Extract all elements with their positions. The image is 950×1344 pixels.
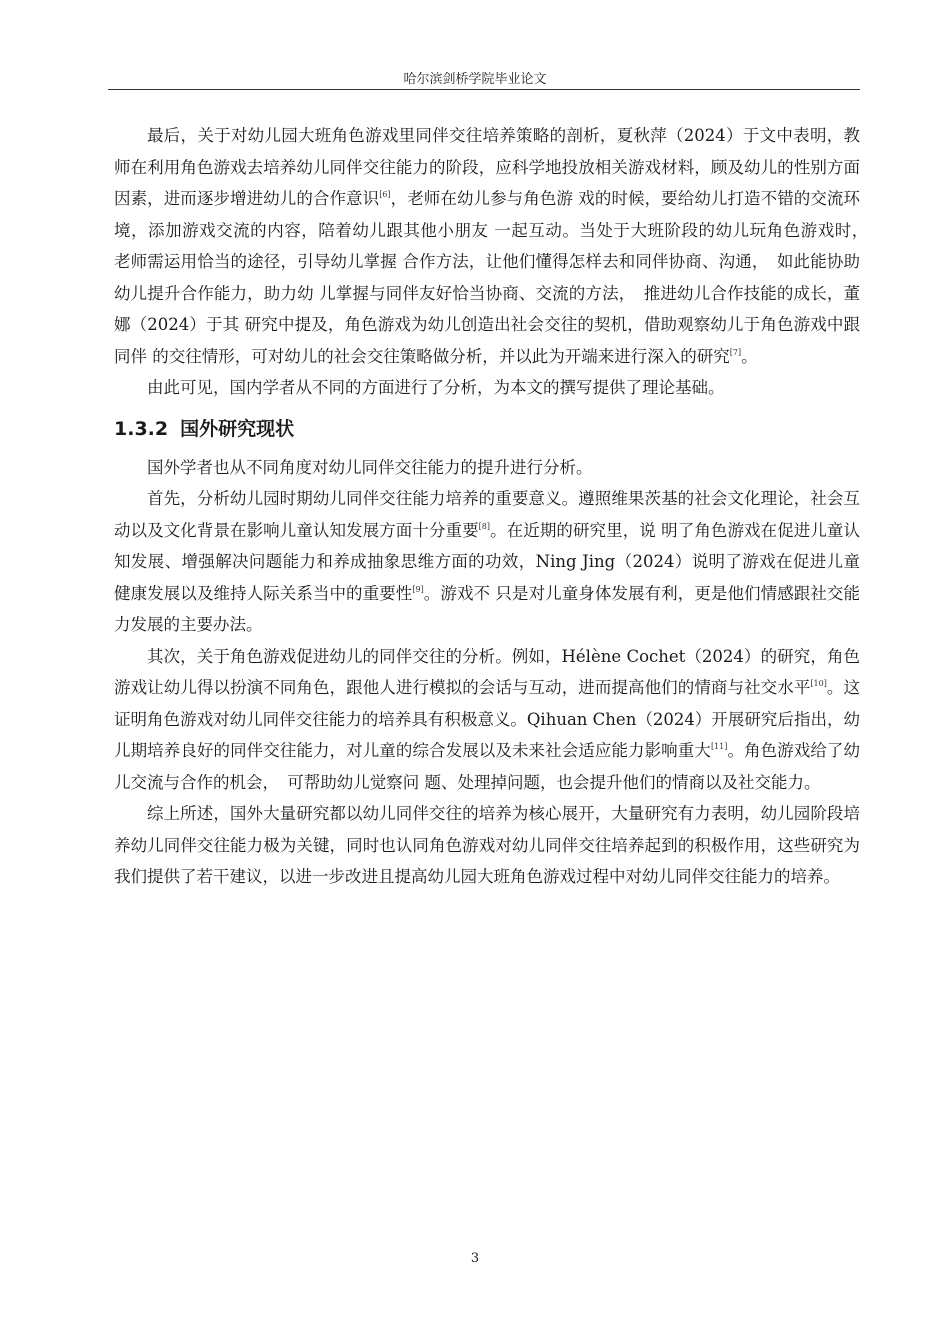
section-title: 国外研究现状	[180, 417, 295, 440]
paragraph-text: 。角色游戏给了幼儿交流与合作的机会， 可帮助幼儿觉察问 题、处理掉问题，也会提升他们的情商以及社交能力。	[114, 741, 861, 792]
section-heading	[114, 412, 860, 446]
foreign-review-block	[114, 452, 860, 893]
header-rule	[108, 89, 860, 90]
citation-ref: [9]	[412, 584, 424, 594]
body-paragraph	[114, 641, 860, 799]
paragraph-text: 由此可见，国内学者从不同的方面进行了分析，为本文的撰写提供了理论基础。	[147, 378, 725, 397]
page-body	[114, 120, 877, 893]
paragraph-text: 。在近期的研究里，说 明了角色游戏在促进儿童认知发展、增强解决问题能力和养成抽象思维方面的功效，Ning Jing（2024）说明了游戏在促进儿童健康发展以及维持人际关系当中的重要性	[114, 520, 861, 603]
page-number: 3	[470, 1251, 480, 1266]
citation-ref: [11]	[710, 742, 728, 751]
paragraph-text: 。游戏不 只是对儿童身体发展有利，更是他们情感跟社交能力发展的主要办法。	[114, 583, 861, 634]
paragraph-text: 最后，关于对幼儿园大班角色游戏里同伴交往培养策略的剖析，夏秋萍（2024）于文中表明，教师在利用角色游戏去培养幼儿同伴交往能力的阶段，应科学地投放相关游戏材料，顾及幼儿的性别方面因素，进而逐步增进幼儿的合作意识	[114, 126, 860, 208]
paragraph-text: ，老师在幼儿参与角色游 戏的时候，要给幼儿打造不错的交流环境，添加游戏交流的内容，陪着幼儿跟其他小朋友 一起互动。当处于大班阶段的幼儿玩角色游戏时， 老师需运用恰当的途径，引导幼儿掌握 合作方法，让他们懂得怎样去和同伴协商、沟通， 如此能协助幼儿提升合作能力，助力幼 儿掌握与同伴友好恰当协商、交流的方法， 推进幼儿合作技能的成长，董娜（2024）于其 研究中提及，角色游戏为幼儿创造出社会交往的契机，借助观察幼儿于角色游戏中跟同伴 的交往情形，可对幼儿的社会交往策略做分析，并以此为开端来进行深入的研究	[114, 189, 877, 366]
body-paragraph	[114, 452, 860, 484]
domestic-review-block	[114, 120, 877, 404]
paragraph-text: 综上所述，国外大量研究都以幼儿同伴交往的培养为核心展开，大量研究有力表明，幼儿园阶段培养幼儿同伴交往能力极为关键，同时也认同角色游戏对幼儿同伴交往培养起到的积极作用，这些研究为我们提供了若干建议，以进一步改进且提高幼儿园大班角色游戏过程中对幼儿同伴交往能力的培养。	[114, 804, 860, 886]
citation-ref: [6]	[379, 190, 391, 199]
paragraph-text: 首先，分析幼儿园时期幼儿同伴交往能力培养的重要意义。遵照维果茨基的社会文化理论，社会互动以及文化背景在影响儿童认知发展方面十分重要	[114, 489, 860, 540]
citation-ref: [8]	[478, 521, 491, 531]
body-paragraph	[114, 798, 860, 893]
body-paragraph	[114, 483, 860, 641]
paragraph-text: 。这证明角色游戏对幼儿同伴交往能力的培养具有积极意义。Qihuan Chen（2024）开展研究后指出，幼儿期培养良好的同伴交往能力，对儿童的综合发展以及未来社会适应能力影响重大	[114, 678, 861, 760]
paragraph-text: 。	[741, 346, 758, 366]
paragraph-text: 其次，关于角色游戏促进幼儿的同伴交往的分析。例如，Hélène Cochet（2024）的研究，角色游戏让幼儿得以扮演不同角色，跟他人进行模拟的会话与互动，进而提高他们的情商与社交水平	[114, 646, 860, 697]
citation-ref: [10]	[810, 679, 827, 688]
page-header: 哈尔滨剑桥学院毕业论文	[403, 72, 547, 87]
citation-ref: [7]	[729, 347, 742, 357]
section-number: 1.3.2	[114, 417, 169, 440]
body-paragraph	[114, 372, 860, 404]
body-paragraph	[114, 120, 877, 372]
paragraph-text: 国外学者也从不同角度对幼儿同伴交往能力的提升进行分析。	[147, 457, 593, 477]
